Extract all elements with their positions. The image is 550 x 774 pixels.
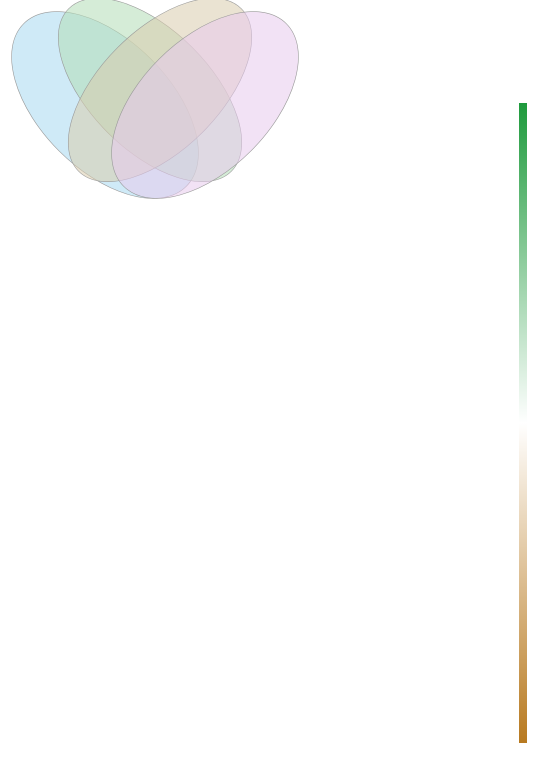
venn-diagram (0, 0, 330, 215)
colorbar (515, 95, 533, 750)
venn-ellipses (0, 0, 330, 215)
colorbar-gradient (519, 103, 527, 743)
